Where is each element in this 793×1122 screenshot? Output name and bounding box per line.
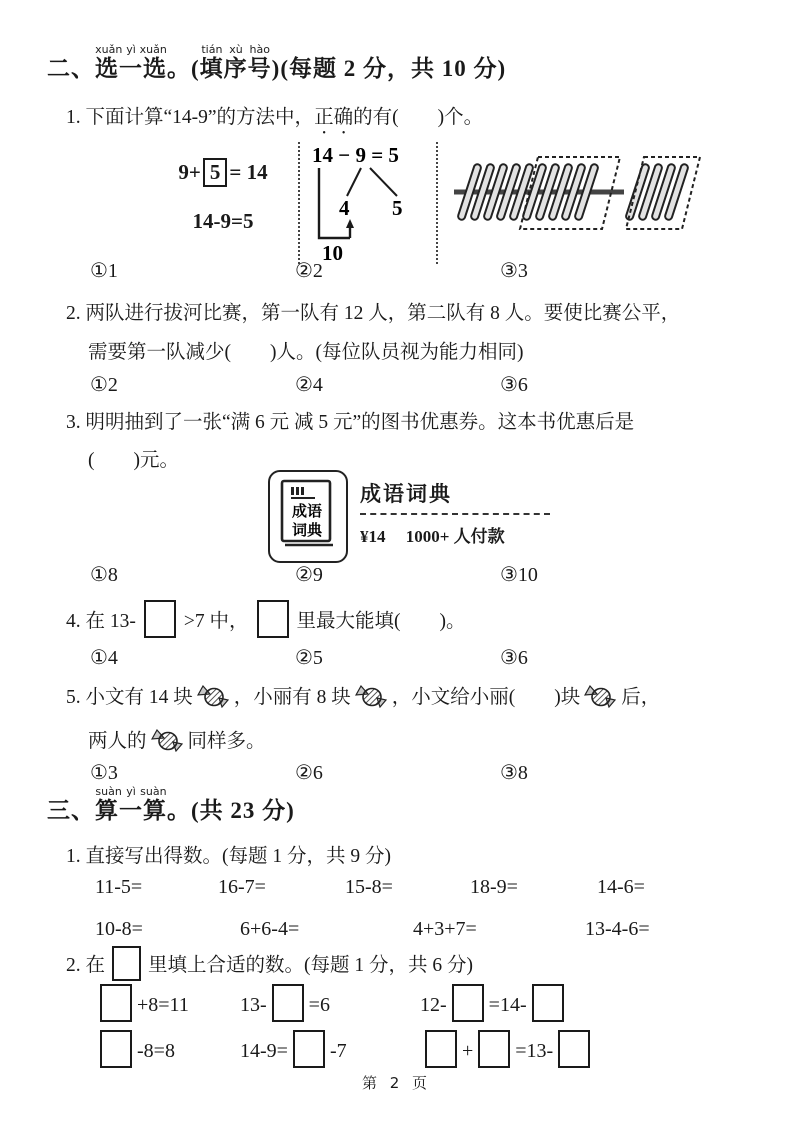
option: ②9 xyxy=(295,564,323,586)
answer-box[interactable] xyxy=(532,984,564,1022)
page-number: 第 2 页 xyxy=(361,1074,432,1092)
answer-box[interactable] xyxy=(452,984,484,1022)
blank-box xyxy=(257,600,289,638)
question1-text xyxy=(0,101,793,139)
section2-word1: 选一选xuǎn yì xuǎn xyxy=(95,43,167,81)
section2-word2: 填序号tián xù hào xyxy=(199,43,272,81)
question5-seg2: ，小丽有 8 块 xyxy=(233,687,351,708)
equation-6: + =13- xyxy=(420,1030,595,1068)
mental-math-grid xyxy=(47,876,787,946)
sec3-q1-title: 1. 直接写出得数。(每题 1 分，共 9 分) xyxy=(66,846,391,867)
book-promo-figure xyxy=(268,470,550,563)
blank-box xyxy=(112,946,141,981)
svg-text:5: 5 xyxy=(391,196,402,220)
question1-post: 的有( )个。 xyxy=(353,107,484,128)
candy-icon xyxy=(151,729,184,752)
question1-options xyxy=(90,258,528,283)
candy-icon xyxy=(584,685,617,708)
equation-4: -8=8 xyxy=(95,1030,175,1068)
book-card xyxy=(268,470,348,563)
method1-line1-post: = 14 xyxy=(229,160,268,184)
method2-diagram xyxy=(306,142,431,264)
question4-mid: >7 中， xyxy=(183,611,249,632)
question4-pre: 4. 在 13- xyxy=(66,611,136,632)
option: ③8 xyxy=(500,762,528,784)
question3-line1: 3. 明明抽到了一张“满 6 元 减 5 元”的图书优惠券。这本书优惠后是 xyxy=(66,412,635,433)
method1-boxed-number: 5 xyxy=(203,158,228,187)
divider xyxy=(360,513,550,515)
section3-header xyxy=(0,786,793,825)
option: ①1 xyxy=(90,260,118,282)
question5-seg4: 后， xyxy=(621,687,661,708)
section2-number: 二、 xyxy=(47,56,95,81)
answer-box[interactable] xyxy=(100,1030,132,1068)
svg-text:成语: 成语 xyxy=(291,504,323,520)
method1-line2: 14-9=5 xyxy=(192,209,254,233)
option: ③3 xyxy=(500,260,528,282)
answer-box[interactable] xyxy=(272,984,304,1022)
option: ②5 xyxy=(295,647,323,669)
section3-number: 三、 xyxy=(47,798,95,823)
math-item: 11-5= xyxy=(95,876,143,898)
question1-emphasis: 正确 xyxy=(314,107,354,128)
svg-text:4: 4 xyxy=(338,196,349,220)
option: ③6 xyxy=(500,374,528,396)
section3-points: 。(共 23 分) xyxy=(167,798,295,823)
answer-box[interactable] xyxy=(293,1030,325,1068)
option: ③6 xyxy=(500,647,528,669)
sec3-q2-title-pre: 2. 在 xyxy=(66,955,106,976)
option: ②2 xyxy=(295,260,323,282)
question2-options xyxy=(90,372,528,397)
sec3-q2-title xyxy=(0,946,793,983)
method3-sticks xyxy=(438,142,707,264)
svg-text:14 − 9 = 5: 14 − 9 = 5 xyxy=(311,143,399,167)
blank-box xyxy=(144,600,176,638)
question5-seg6: 同样多。 xyxy=(187,731,266,752)
book-price: ¥14 xyxy=(360,527,386,546)
question5-options xyxy=(90,760,528,785)
question2-line1: 2. 两队进行拔河比赛，第一队有 12 人，第二队有 8 人。要使比赛公平， xyxy=(66,303,681,324)
question4-options xyxy=(90,645,528,670)
sticks-figure xyxy=(452,146,707,240)
section2-mid: 。( xyxy=(167,56,200,81)
option: ①8 xyxy=(90,564,118,586)
question2-line2: 需要第一队减少( )人。(每位队员视为能力相同) xyxy=(88,342,524,363)
candy-icon xyxy=(355,685,388,708)
math-item: 14-6= xyxy=(597,876,645,898)
option: ②4 xyxy=(295,374,323,396)
math-item: 16-7= xyxy=(218,876,266,898)
method1-make-ten xyxy=(148,142,298,264)
math-item: 6+6-4= xyxy=(240,918,300,940)
question5-line1 xyxy=(0,678,793,718)
option: ②6 xyxy=(295,762,323,784)
question5-seg1: 5. 小文有 14 块 xyxy=(66,687,193,708)
equation-2: 13- =6 xyxy=(240,984,330,1022)
section2-points: )(每题 2 分，共 10 分) xyxy=(271,56,507,81)
question1-methods-figure xyxy=(148,142,707,264)
math-item: 4+3+7= xyxy=(413,918,477,940)
svg-text:词典: 词典 xyxy=(291,523,323,539)
math-item: 10-8= xyxy=(95,918,143,940)
option: ①2 xyxy=(90,374,118,396)
question5-line2 xyxy=(0,722,793,762)
book-listing xyxy=(360,470,550,563)
pinyin-tian-xu-hao: tián xù hào xyxy=(199,43,272,56)
book-title: 成语词典 xyxy=(360,482,452,506)
equation-3: 12- =14- xyxy=(420,984,569,1022)
section2-header xyxy=(0,44,793,83)
book-buyers: 1000+ 人付款 xyxy=(405,527,505,546)
book-icon xyxy=(279,479,337,549)
pinyin-suan-yi-suan: suàn yì suàn xyxy=(95,785,167,798)
answer-box[interactable] xyxy=(425,1030,457,1068)
question1-pre: 1. 下面计算“14-9”的方法中， xyxy=(66,107,315,128)
method1-line1-pre: 9+ xyxy=(178,160,201,184)
question5-seg5: 两人的 xyxy=(88,731,147,752)
math-item: 13-4-6= xyxy=(585,918,650,940)
answer-box[interactable] xyxy=(100,984,132,1022)
section3-word1: 算一算suàn yì suàn xyxy=(95,785,167,823)
option: ③10 xyxy=(500,564,538,586)
question3-line2: ( )元。 xyxy=(88,450,179,471)
answer-box[interactable] xyxy=(558,1030,590,1068)
question3-options xyxy=(90,562,538,587)
question4-text xyxy=(0,600,793,639)
fill-box-equations xyxy=(47,984,787,1079)
question4-post: 里最大能填( )。 xyxy=(296,611,466,632)
math-item: 15-8= xyxy=(345,876,393,898)
math-item: 18-9= xyxy=(470,876,518,898)
pinyin-xuan-yi-xuan: xuǎn yì xuǎn xyxy=(95,43,167,56)
equation-5: 14-9= -7 xyxy=(240,1030,347,1068)
option: ①4 xyxy=(90,647,118,669)
candy-icon xyxy=(197,685,230,708)
sec3-q2-title-post: 里填上合适的数。(每题 1 分，共 6 分) xyxy=(148,955,474,976)
option: ①3 xyxy=(90,762,118,784)
equation-1: +8=11 xyxy=(95,984,189,1022)
method2-break-apart xyxy=(298,142,438,264)
answer-box[interactable] xyxy=(478,1030,510,1068)
svg-text:10: 10 xyxy=(321,241,343,264)
question5-seg3: ，小文给小丽( )块 xyxy=(391,687,581,708)
